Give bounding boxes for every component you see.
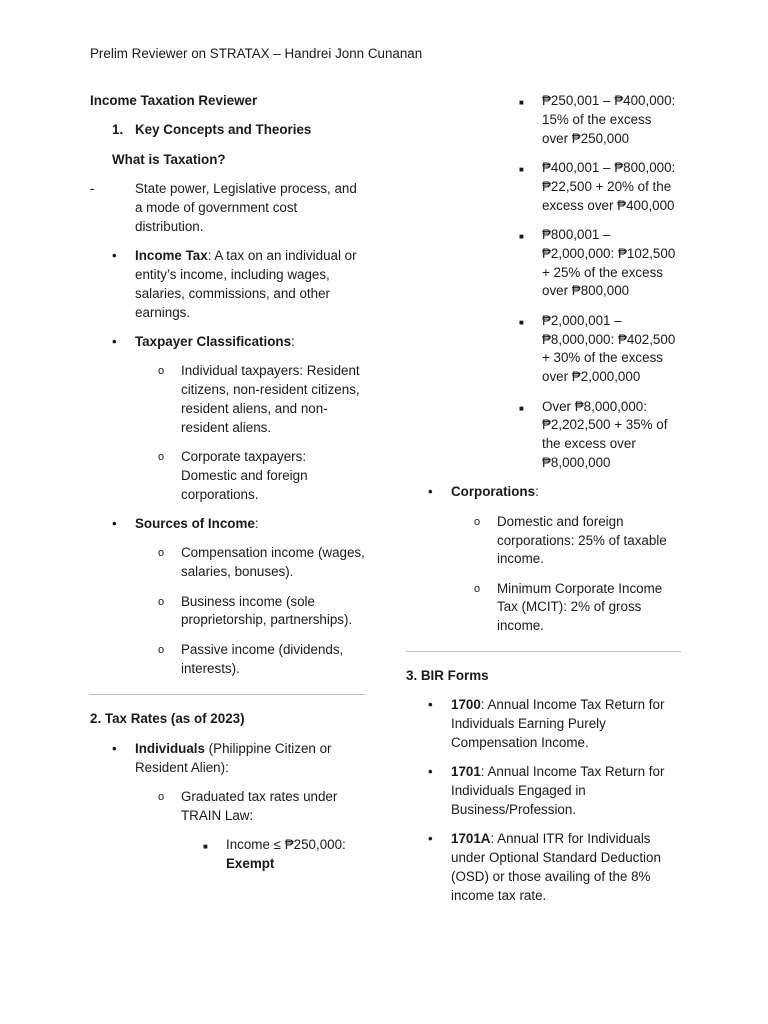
dash-marker: - [90,181,95,197]
list-item-source-3 [90,641,365,679]
bullet-marker: • [428,697,433,713]
list-item-bracket-0 [90,836,365,874]
bullet-marker: • [428,831,433,847]
income-tax-text: : A tax on an individual or entity’s income, including wages, salaries, commissions, and other earnings. [135,248,357,320]
form-2-text: : Annual Income Tax Return for Individuals Engaged in Business/Profession. [451,764,665,818]
bullet-marker: • [112,333,117,349]
section-divider [90,694,365,695]
square-marker: ■ [519,231,524,241]
bullet-marker: • [428,764,433,780]
list-item-bracket-2 [406,159,681,215]
bracket-4-text: ₱2,000,001 – ₱8,000,000: ₱402,500 + 30% of the excess over ₱2,000,000 [542,312,676,385]
list-item-sources-of-income [90,515,365,534]
list-item-individual-taxpayers [90,362,365,437]
circle-marker: o [158,365,165,378]
list-item-corp-2 [406,580,681,636]
colon: : [535,484,539,500]
bullet-marker: • [112,516,117,532]
left-column [90,92,365,884]
corp-1-text: Domestic and foreign corporations: 25% of taxable income. [497,513,667,567]
source-2-text: Business income (sole proprietorship, partnerships). [181,593,353,628]
section-2-title: 2. Tax Rates (as of 2023) [90,711,245,727]
list-item-form-1701 [406,763,681,819]
list-item-bracket-3 [406,226,681,301]
bracket-5-text: Over ₱8,000,000: ₱2,202,500 + 35% of the excess over ₱8,000,000 [542,398,668,470]
corp-2-text: Minimum Corporate Income Tax (MCIT): 2% of gross income. [497,580,663,634]
bracket-0-exempt: Exempt [226,856,275,872]
section-1-number: 1. [112,122,124,138]
list-item-income-tax [90,247,365,322]
list-item-graduated-rates [90,788,365,826]
form-1-code: 1700 [451,697,481,713]
square-marker: ■ [519,317,524,327]
page-header: Prelim Reviewer on STRATAX – Handrei Jonn Cunanan [90,46,423,61]
form-1-text: : Annual Income Tax Return for Individuals Earning Purely Compensation Income. [451,697,665,751]
income-tax-label: Income Tax [135,248,208,264]
bracket-0-text: Income ≤ ₱250,000: [226,837,346,853]
source-3-text: Passive income (dividends, interests). [181,641,344,676]
dash-item [90,180,365,236]
circle-marker: o [158,643,165,656]
circle-marker: o [158,791,165,804]
taxpayer-label: Taxpayer Classifications [135,333,292,349]
list-item-individuals [90,740,365,778]
list-item-corp-1 [406,513,681,569]
form-3-text: : Annual ITR for Individuals under Optional Standard Deduction (OSD) or those availing of the 8% income tax rate. [451,831,661,903]
list-item-corporate-taxpayers [90,448,365,504]
list-item-taxpayer-classifications [90,333,365,352]
section-3-title: 3. BIR Forms [406,668,489,684]
circle-marker: o [158,595,165,608]
circle-marker: o [474,582,481,595]
list-item-bracket-4 [406,312,681,387]
document-title: Income Taxation Reviewer [90,93,258,108]
dash-item-text: State power, Legislative process, and a mode of government cost distribution. [135,181,357,234]
bullet-marker: • [112,740,117,756]
square-marker: ■ [519,164,524,174]
square-marker: ■ [203,842,208,852]
individuals-label: Individuals [135,740,205,756]
individuals-text: (Philippine Citizen or Resident Alien): [135,740,332,775]
bracket-2-text: ₱400,001 – ₱800,000: ₱22,500 + 20% of the excess over ₱400,000 [542,159,676,213]
corporate-taxpayers-text: Corporate taxpayers: Domestic and foreign corporations. [181,449,308,502]
source-1-text: Compensation income (wages, salaries, bonuses). [181,545,365,580]
bracket-1-text: ₱250,001 – ₱400,000: 15% of the excess over ₱250,000 [542,93,676,146]
list-item-source-2 [90,593,365,631]
form-2-code: 1701 [451,764,481,780]
list-item-bracket-5 [406,398,681,473]
list-item-corporations [406,483,681,502]
graduated-rates-text: Graduated tax rates under TRAIN Law: [181,789,338,823]
list-item-form-1701a [406,830,681,905]
section-divider [406,651,681,652]
colon: : [254,516,259,532]
list-item-source-1 [90,544,365,582]
square-marker: ■ [519,98,524,107]
right-column [406,92,681,916]
bullet-marker: • [112,248,117,264]
section-1-heading [90,121,365,140]
individual-taxpayers-text: Individual taxpayers: Resident citizens, non-resident citizens, resident aliens, and non-resident aliens. [181,363,360,435]
bullet-marker: • [428,484,433,500]
corporations-label: Corporations [451,484,536,500]
what-is-taxation-heading: What is Taxation? [112,151,226,167]
form-3-code: 1701A [451,831,491,847]
list-item-form-1700 [406,696,681,752]
circle-marker: o [158,547,165,560]
square-marker: ■ [519,403,524,413]
circle-marker: o [474,515,481,528]
sources-label: Sources of Income [135,516,255,532]
section-1-title: Key Concepts and Theories [135,122,312,138]
bracket-3-text: ₱800,001 – ₱2,000,000: ₱102,500 + 25% of the excess over ₱800,000 [542,226,676,299]
colon: : [291,333,295,349]
circle-marker: o [158,451,165,464]
list-item-bracket-1 [406,92,681,148]
